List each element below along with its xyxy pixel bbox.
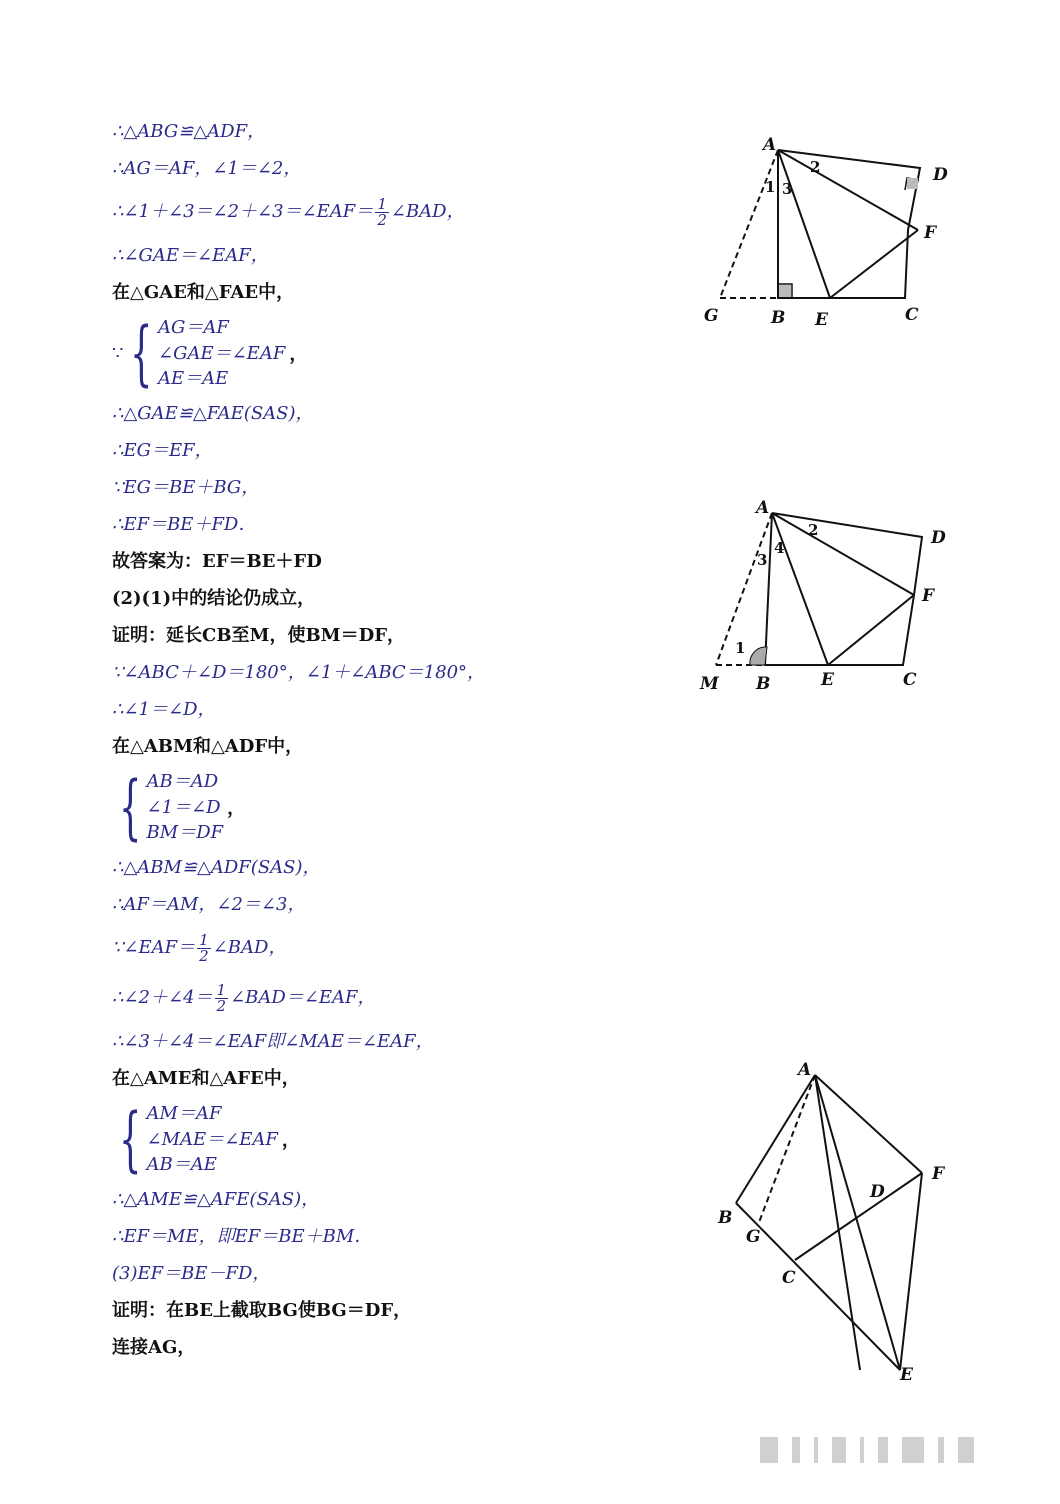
fig3-label-C: C xyxy=(782,1268,796,1288)
proof-line: ∴∠1＝∠D， xyxy=(112,699,216,720)
fig1-angle-1: 1 xyxy=(765,178,776,196)
proof-line: ∴AF＝AM，∠2＝∠3， xyxy=(112,894,306,915)
proof-line: 证明：在BE上截取BG使BG＝DF， xyxy=(112,1300,412,1321)
fraction: $\frac{1}{2}$ xyxy=(377,194,387,229)
proof-line: ∴EF＝ME，即EF＝BE＋BM． xyxy=(112,1226,373,1247)
watermark-bar xyxy=(760,1430,1040,1470)
proof-line: ∵∠EAF＝ $\frac{1}{2}$ ∠BAD， xyxy=(112,930,287,965)
proof-line: ∴△ABM≌△ADF(SAS)， xyxy=(112,857,321,878)
bar-icon xyxy=(938,1437,944,1463)
fig3-label-E: E xyxy=(900,1365,913,1385)
fig2-label-F: F xyxy=(922,586,935,606)
fig1-angle-3: 3 xyxy=(782,180,793,198)
proof-line: ∴∠GAE＝∠EAF， xyxy=(112,245,269,266)
proof-line: ∴AG＝AF，∠1＝∠2， xyxy=(112,158,302,179)
fig3-label-B: B xyxy=(718,1208,733,1228)
bar-icon xyxy=(814,1437,818,1463)
bar-icon xyxy=(878,1437,888,1463)
proof-line: ∴EF＝BE＋FD． xyxy=(112,514,257,535)
proof-line: ∴EG＝EF， xyxy=(112,440,213,461)
bar-icon xyxy=(902,1437,924,1463)
proof-line: ∴∠2＋∠4＝ $\frac{1}{2}$ ∠BAD＝∠EAF， xyxy=(112,980,376,1015)
proof-line: 证明：延长CB至M，使BM＝DF， xyxy=(112,625,405,646)
proof-line: ∴△GAE≌△FAE(SAS)， xyxy=(112,403,314,424)
fig2-label-D: D xyxy=(931,528,946,548)
figure-1 xyxy=(690,130,970,330)
fig2-angle-4: 4 xyxy=(774,539,785,557)
figure-3 xyxy=(700,1055,980,1395)
figure-2 xyxy=(690,495,970,695)
proof-line: ∵∠ABC＋∠D＝180°，∠1＋∠ABC＝180°， xyxy=(112,662,486,683)
fig2-label-E: E xyxy=(821,670,834,690)
fig3-label-D: D xyxy=(870,1182,885,1202)
fig1-label-C: C xyxy=(905,305,919,325)
bar-icon xyxy=(860,1437,864,1463)
proof-line: ∴∠3＋∠4＝∠EAF即∠MAE＝∠EAF， xyxy=(112,1031,434,1052)
bar-icon xyxy=(832,1437,846,1463)
fig1-label-E: E xyxy=(815,310,828,330)
fig2-angle-3: 3 xyxy=(757,551,768,569)
proof-line: ∴∠1＋∠3＝∠2＋∠3＝∠EAF＝ $\frac{1}{2}$ ∠BAD， xyxy=(112,194,465,229)
fig1-angle-2: 2 xyxy=(810,158,821,176)
fig1-label-D: D xyxy=(933,165,948,185)
proof-line: (2)(1)中的结论仍成立， xyxy=(112,588,316,609)
fig1-label-F: F xyxy=(924,223,937,243)
proof-line: 连接AG， xyxy=(112,1337,196,1358)
fig1-label-G: G xyxy=(704,306,719,326)
proof-line: ∵EG＝BE＋BG， xyxy=(112,477,260,498)
fraction: $\frac{1}{2}$ xyxy=(199,930,209,965)
fig1-label-B: B xyxy=(771,308,786,328)
fig2-angle-1: 1 xyxy=(735,639,746,657)
fraction: $\frac{1}{2}$ xyxy=(216,980,227,1015)
fig2-label-A: A xyxy=(756,498,770,518)
fig3-label-F: F xyxy=(932,1164,945,1184)
proof-line: (3)EF＝BE－FD， xyxy=(112,1263,271,1284)
equation-system: { AB＝AD ∠1＝∠D BM＝DF ， xyxy=(119,766,246,848)
fig2-label-C: C xyxy=(903,670,917,690)
equation-system: { AM＝AF ∠MAE＝∠EAF AB＝AE ， xyxy=(119,1098,300,1180)
proof-line: 故答案为：EF＝BE＋FD xyxy=(112,551,322,572)
proof-line: 在△AME和△AFE中， xyxy=(112,1068,300,1089)
fig2-angle-2: 2 xyxy=(808,521,819,539)
equation-system: ∵ { AG＝AF ∠GAE＝∠EAF AE＝AE ， xyxy=(112,312,308,394)
proof-line: 在△GAE和△FAE中， xyxy=(112,282,295,303)
fig3-label-G: G xyxy=(746,1227,761,1247)
fig2-label-M: M xyxy=(700,674,719,694)
proof-line: ∴△ABG≌△ADF， xyxy=(112,121,266,142)
proof-line: ∴△AME≌△AFE(SAS)， xyxy=(112,1189,320,1210)
bar-icon xyxy=(958,1437,974,1463)
proof-line: 在△ABM和△ADF中， xyxy=(112,736,304,757)
proof-text xyxy=(112,113,712,1366)
fig2-label-B: B xyxy=(756,674,771,694)
bar-icon xyxy=(760,1437,778,1463)
fig3-label-A: A xyxy=(798,1060,812,1080)
bar-icon xyxy=(792,1437,800,1463)
fig1-label-A: A xyxy=(763,135,777,155)
